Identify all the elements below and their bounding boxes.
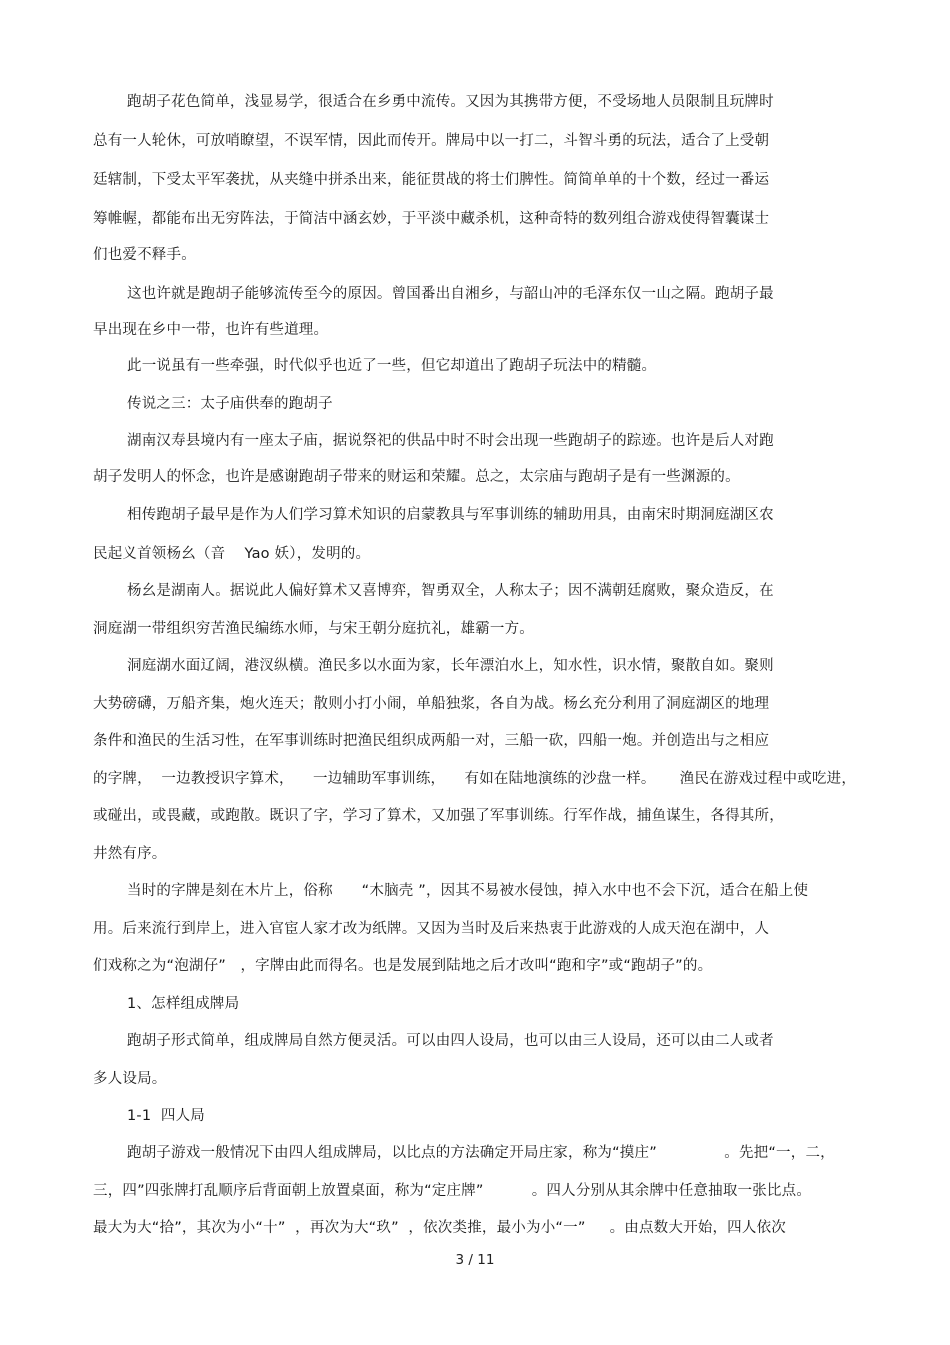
paragraph-line: 此一说虽有一些牵强，时代似乎也近了一些，但它却道出了跑胡子玩法中的精髓。: [127, 358, 657, 374]
paragraph-line: 民起义首领杨幺（音 Yao 妖），发明的。: [93, 546, 371, 562]
paragraph-line: 洞庭湖一带组织穷苦渔民编练水师，与宋王朝分庭抗礼，雄霸一方。: [93, 621, 534, 637]
paragraph-line: 条件和渔民的生活习性，在军事训练时把渔民组织成两船一对，三船一砍，四船一炮。并创造出与之相应: [93, 733, 770, 749]
paragraph-line: 或碰出，或畏藏，或跑散。既识了字，学习了算术，又加强了军事训练。行军作战，捕鱼谋生，各得其所，: [93, 808, 784, 824]
paragraph-line: 跑胡子花色简单，浅显易学，很适合在乡勇中流传。又因为其携带方便，不受场地人员限制且玩牌时: [127, 94, 774, 110]
paragraph-line: 们也爱不释手。: [93, 247, 196, 263]
paragraph-line: 三，四”四张牌打乱顺序后背面朝上放置桌面，称为“定庄牌” 。四人分别从其余牌中任意抽取一张比点。: [93, 1183, 812, 1199]
section-heading: 1、怎样组成牌局: [127, 996, 240, 1012]
page-number: 3 / 11: [455, 1252, 495, 1268]
paragraph-line: 大势磅礴，万船齐集，炮火连天；散则小打小闹，单船独浆，各自为战。杨幺充分利用了洞庭湖区的地理: [93, 696, 770, 712]
paragraph-line: 当时的字牌是刻在木片上，俗称 “木脑壳 ”，因其不易被水侵蚀，掉入水中也不会下沉，适合在船上使: [127, 883, 809, 899]
paragraph-line: 廷辖制，下受太平军袭扰，从夹缝中拼杀出来，能征贯战的将士们脾性。简简单单的十个数，经过一番运: [93, 172, 770, 188]
paragraph-line: 总有一人轮休，可放哨瞭望，不误军情，因此而传开。牌局中以一打二，斗智斗勇的玩法，适合了上受朝: [93, 133, 770, 149]
paragraph-line: 跑胡子形式简单，组成牌局自然方便灵活。可以由四人设局，也可以由三人设局，还可以由二人或者: [127, 1033, 774, 1049]
paragraph-line: 跑胡子游戏一般情况下由四人组成牌局，以比点的方法确定开局庄家，称为“摸庄” 。先把“一，二，: [127, 1145, 835, 1161]
paragraph-line: 胡子发明人的怀念，也许是感谢跑胡子带来的财运和荣耀。总之，太宗庙与跑胡子是有一些渊源的。: [93, 469, 740, 485]
paragraph-line: 相传跑胡子最早是作为人们学习算术知识的启蒙教具与军事训练的辅助用具，由南宋时期洞庭湖区农: [127, 507, 774, 523]
section-heading: 传说之三：太子庙供奉的跑胡子: [127, 396, 333, 412]
paragraph-line: 的字牌， 一边教授识字算术， 一边辅助军事训练， 有如在陆地演练的沙盘一样。 渔民在游戏过程中或吃进，: [93, 771, 857, 787]
paragraph-line: 筹帷幄，都能布出无穷阵法，于简洁中涵玄妙，于平淡中藏杀机，这种奇特的数列组合游戏使得智囊谋士: [93, 211, 770, 227]
paragraph-line: 井然有序。: [93, 846, 167, 862]
paragraph-line: 洞庭湖水面辽阔，港汊纵横。渔民多以水面为家，长年漂泊水上，知水性，识水情，聚散自如。聚则: [127, 658, 774, 674]
paragraph-line: 湖南汉寿县境内有一座太子庙，据说祭祀的供品中时不时会出现一些跑胡子的踪迹。也许是后人对跑: [127, 433, 774, 449]
paragraph-line: 早出现在乡中一带，也许有些道理。: [93, 322, 329, 338]
paragraph-line: 们戏称之为“泡湖仔” ，字牌由此而得名。也是发展到陆地之后才改叫“跑和字”或“跑胡子”的。: [93, 958, 713, 974]
paragraph-line: 用。后来流行到岸上，进入官宦人家才改为纸牌。又因为当时及后来热衷于此游戏的人成天泡在湖中，人: [93, 921, 770, 937]
paragraph-line: 这也许就是跑胡子能够流传至今的原因。曾国番出自湘乡，与韶山冲的毛泽东仅一山之隔。跑胡子最: [127, 286, 774, 302]
paragraph-line: 杨幺是湖南人。据说此人偏好算术又喜博弈，智勇双全，人称太子；因不满朝廷腐败，聚众造反，在: [127, 583, 774, 599]
paragraph-line: 多人设局。: [93, 1071, 167, 1087]
paragraph-line: 最大为大“拾”，其次为小“十” ，再次为大“玖” ，依次类推，最小为小“一” 。由点数大开始，四人依次: [93, 1220, 786, 1236]
subsection-heading: 1-1 四人局: [127, 1108, 206, 1124]
